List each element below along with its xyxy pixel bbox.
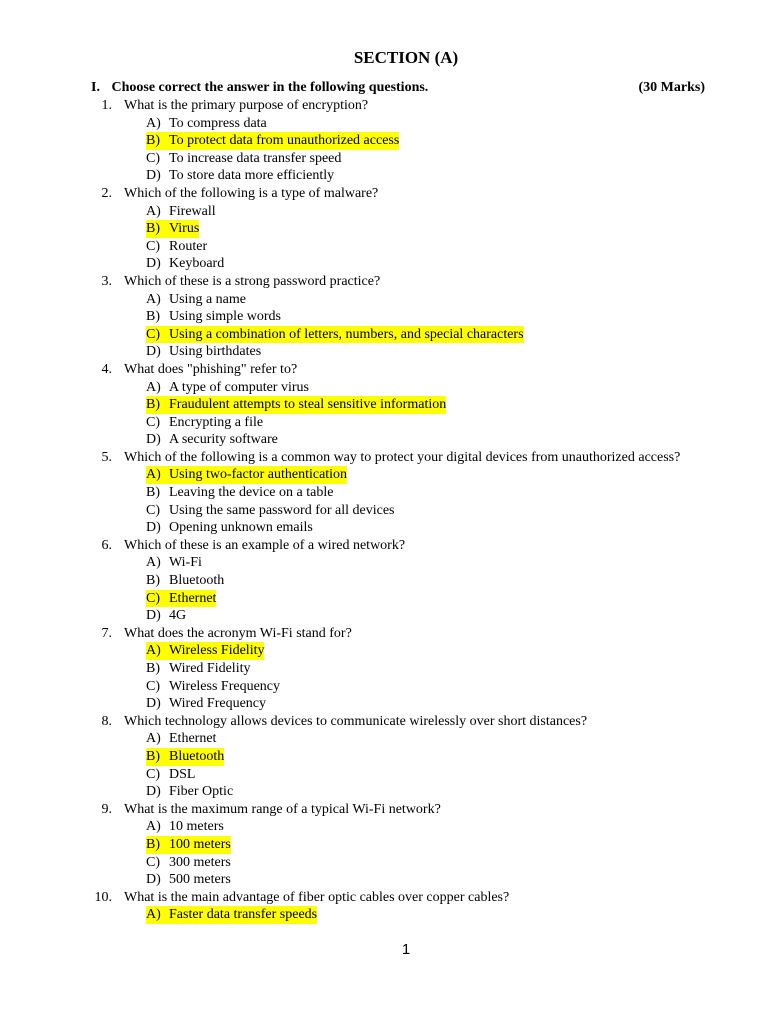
question-4 [0, 361, 768, 379]
option-row [0, 466, 768, 484]
option-letter: B) [146, 309, 160, 325]
option-row [0, 255, 768, 273]
option-text: Fiber Optic [169, 784, 234, 800]
option-letter: A) [146, 731, 161, 747]
answer-option [146, 167, 334, 185]
question-list [0, 97, 768, 924]
option-letter: C) [146, 678, 160, 694]
option-letter: C) [146, 150, 160, 166]
instruction-heading [91, 79, 705, 97]
option-row [0, 748, 768, 766]
answer-option [146, 783, 233, 801]
question-text: What is the primary purpose of encryption? [124, 98, 369, 113]
option-row [0, 326, 768, 344]
question-text: What does the acronym Wi-Fi stand for? [124, 625, 352, 641]
option-text: Fraudulent attempts to steal sensitive information [169, 397, 447, 413]
option-text: Wi-Fi [169, 555, 202, 571]
option-text: Encrypting a file [169, 414, 264, 430]
question-number: 6. [101, 537, 112, 553]
answer-option [146, 414, 263, 432]
answer-option [146, 572, 224, 590]
option-letter: D) [146, 432, 161, 448]
option-text: To increase data transfer speed [169, 150, 342, 166]
highlighted-answer-option [146, 836, 231, 854]
option-letter: B) [146, 133, 160, 149]
question-number: 10. [94, 889, 112, 905]
option-text: Firewall [169, 203, 216, 219]
option-row [0, 484, 768, 502]
question-3 [0, 273, 768, 291]
option-letter: B) [146, 573, 160, 589]
question-number: 8. [101, 713, 112, 729]
option-row [0, 379, 768, 397]
answer-option [146, 766, 195, 784]
option-letter: A) [146, 115, 161, 131]
option-row [0, 238, 768, 256]
option-text: Ethernet [169, 590, 217, 606]
option-text: Wired Fidelity [169, 661, 251, 676]
option-letter: D) [146, 696, 161, 712]
option-row [0, 766, 768, 784]
option-row [0, 818, 768, 836]
option-text: A type of computer virus [169, 379, 309, 395]
option-row [0, 414, 768, 432]
option-letter: D) [146, 344, 161, 360]
question-2 [0, 185, 768, 203]
option-row [0, 854, 768, 872]
option-text: Using the same password for all devices [169, 502, 395, 518]
option-row [0, 396, 768, 414]
question-number: 3. [101, 273, 112, 289]
option-text: 500 meters [169, 872, 231, 888]
option-row [0, 150, 768, 168]
highlighted-answer-option [146, 906, 317, 924]
highlighted-answer-option [146, 326, 524, 344]
answer-option [146, 308, 281, 326]
instruction-text: Choose correct the answer in the following questions. [111, 80, 429, 95]
option-row [0, 115, 768, 133]
option-row [0, 554, 768, 572]
answer-option [146, 871, 231, 889]
answer-option [146, 150, 341, 168]
instruction-marks: (30 Marks) [638, 80, 705, 95]
option-text: 4G [169, 608, 187, 624]
option-letter: A) [146, 643, 161, 659]
option-letter: C) [146, 854, 160, 870]
option-row [0, 167, 768, 185]
option-row [0, 291, 768, 309]
answer-option [146, 379, 309, 397]
answer-option [146, 818, 224, 836]
highlighted-answer-option [146, 590, 216, 608]
option-row [0, 132, 768, 150]
option-letter: D) [146, 168, 161, 184]
answer-option [146, 484, 333, 502]
option-letter: B) [146, 661, 160, 676]
option-letter: C) [146, 414, 160, 430]
option-letter: A) [146, 203, 161, 219]
option-row [0, 519, 768, 537]
option-text: Leaving the device on a table [169, 485, 334, 501]
option-letter: D) [146, 520, 161, 536]
option-text: To protect data from unauthorized access [169, 133, 400, 149]
option-text: Using a name [169, 291, 246, 307]
answer-option [146, 519, 313, 537]
option-row [0, 660, 768, 678]
question-9 [0, 801, 768, 819]
question-text: What is the main advantage of fiber optic cables over copper cables? [124, 889, 510, 905]
option-text: Using simple words [169, 309, 281, 325]
option-letter: C) [146, 590, 160, 606]
option-text: Opening unknown emails [169, 520, 313, 536]
question-8 [0, 713, 768, 731]
option-letter: A) [146, 467, 161, 483]
option-text: 100 meters [169, 836, 231, 852]
option-text: Bluetooth [169, 748, 225, 764]
question-7 [0, 625, 768, 643]
option-text: DSL [169, 766, 196, 782]
option-row [0, 642, 768, 660]
option-letter: A) [146, 291, 161, 307]
option-text: To compress data [169, 115, 267, 131]
option-letter: D) [146, 784, 161, 800]
option-letter: A) [146, 819, 161, 835]
highlighted-answer-option [146, 220, 199, 238]
option-letter: C) [146, 326, 160, 342]
answer-option [146, 854, 231, 872]
question-text: Which of the following is a common way to protect your digital devices from unauthorized access? [124, 449, 681, 465]
question-number: 4. [101, 361, 112, 377]
question-number: 9. [101, 801, 112, 817]
option-text: Ethernet [169, 731, 217, 747]
answer-option [146, 730, 216, 748]
option-row [0, 343, 768, 361]
option-letter: D) [146, 608, 161, 624]
option-text: 10 meters [169, 819, 224, 835]
option-text: Wired Frequency [169, 696, 267, 712]
question-number: 7. [101, 625, 112, 641]
option-letter: A) [146, 555, 161, 571]
option-text: Bluetooth [169, 573, 225, 589]
option-row [0, 572, 768, 590]
answer-option [146, 203, 216, 221]
question-10 [0, 889, 768, 907]
question-text: Which of these is a strong password practice? [124, 273, 381, 289]
option-text: Using a combination of letters, numbers, and special characters [169, 326, 524, 342]
answer-option [146, 502, 395, 520]
option-row [0, 695, 768, 713]
option-text: 300 meters [169, 854, 231, 870]
question-text: Which technology allows devices to communicate wirelessly over short distances? [124, 713, 588, 729]
section-title: SECTION (A) [353, 48, 459, 67]
answer-option [146, 695, 266, 713]
page-number: 1 [401, 941, 411, 958]
answer-option [146, 115, 267, 133]
option-text: To store data more efficiently [169, 168, 335, 184]
option-text: Using birthdates [169, 344, 262, 360]
option-text: Wireless Frequency [169, 678, 281, 694]
option-row [0, 590, 768, 608]
option-row [0, 203, 768, 221]
answer-option [146, 291, 246, 309]
answer-option [146, 660, 250, 678]
option-row [0, 431, 768, 449]
highlighted-answer-option [146, 396, 446, 414]
option-letter: D) [146, 872, 161, 888]
question-number: 2. [101, 185, 112, 201]
answer-option [146, 255, 224, 273]
highlighted-answer-option [146, 466, 347, 484]
option-text: Faster data transfer speeds [169, 907, 318, 923]
option-letter: B) [146, 221, 160, 237]
answer-option [146, 554, 202, 572]
highlighted-answer-option [146, 132, 399, 150]
option-row [0, 502, 768, 520]
option-text: Wireless Fidelity [169, 643, 265, 659]
answer-option [146, 678, 280, 696]
option-row [0, 906, 768, 924]
question-number: 1. [101, 98, 112, 113]
option-row [0, 730, 768, 748]
option-letter: A) [146, 379, 161, 395]
highlighted-answer-option [146, 642, 264, 660]
answer-option [146, 238, 207, 256]
option-text: Virus [169, 221, 200, 237]
option-letter: B) [146, 836, 160, 852]
option-row [0, 308, 768, 326]
option-letter: B) [146, 397, 160, 413]
question-text: What does "phishing" refer to? [124, 361, 298, 377]
option-text: A security software [169, 432, 278, 448]
highlighted-answer-option [146, 748, 224, 766]
option-letter: B) [146, 485, 160, 501]
option-row [0, 220, 768, 238]
option-row [0, 783, 768, 801]
option-letter: C) [146, 238, 160, 254]
instruction-number: I. [91, 80, 100, 95]
option-row [0, 607, 768, 625]
answer-option [146, 343, 261, 361]
answer-option [146, 607, 186, 625]
option-row [0, 836, 768, 854]
question-text: What is the maximum range of a typical Wi-Fi network? [124, 801, 441, 817]
question-6 [0, 537, 768, 555]
question-number: 5. [101, 449, 112, 465]
question-5 [0, 449, 768, 467]
option-row [0, 678, 768, 696]
option-text: Keyboard [169, 256, 225, 272]
option-text: Using two-factor authentication [169, 467, 348, 483]
option-row [0, 871, 768, 889]
option-letter: C) [146, 766, 160, 782]
option-letter: C) [146, 502, 160, 518]
answer-option [146, 431, 278, 449]
question-1 [0, 97, 768, 115]
question-text: Which of the following is a type of malware? [124, 185, 379, 201]
option-text: Router [169, 238, 208, 254]
option-letter: A) [146, 907, 161, 923]
question-text: Which of these is an example of a wired network? [124, 537, 406, 553]
option-letter: D) [146, 256, 161, 272]
option-letter: B) [146, 748, 160, 764]
